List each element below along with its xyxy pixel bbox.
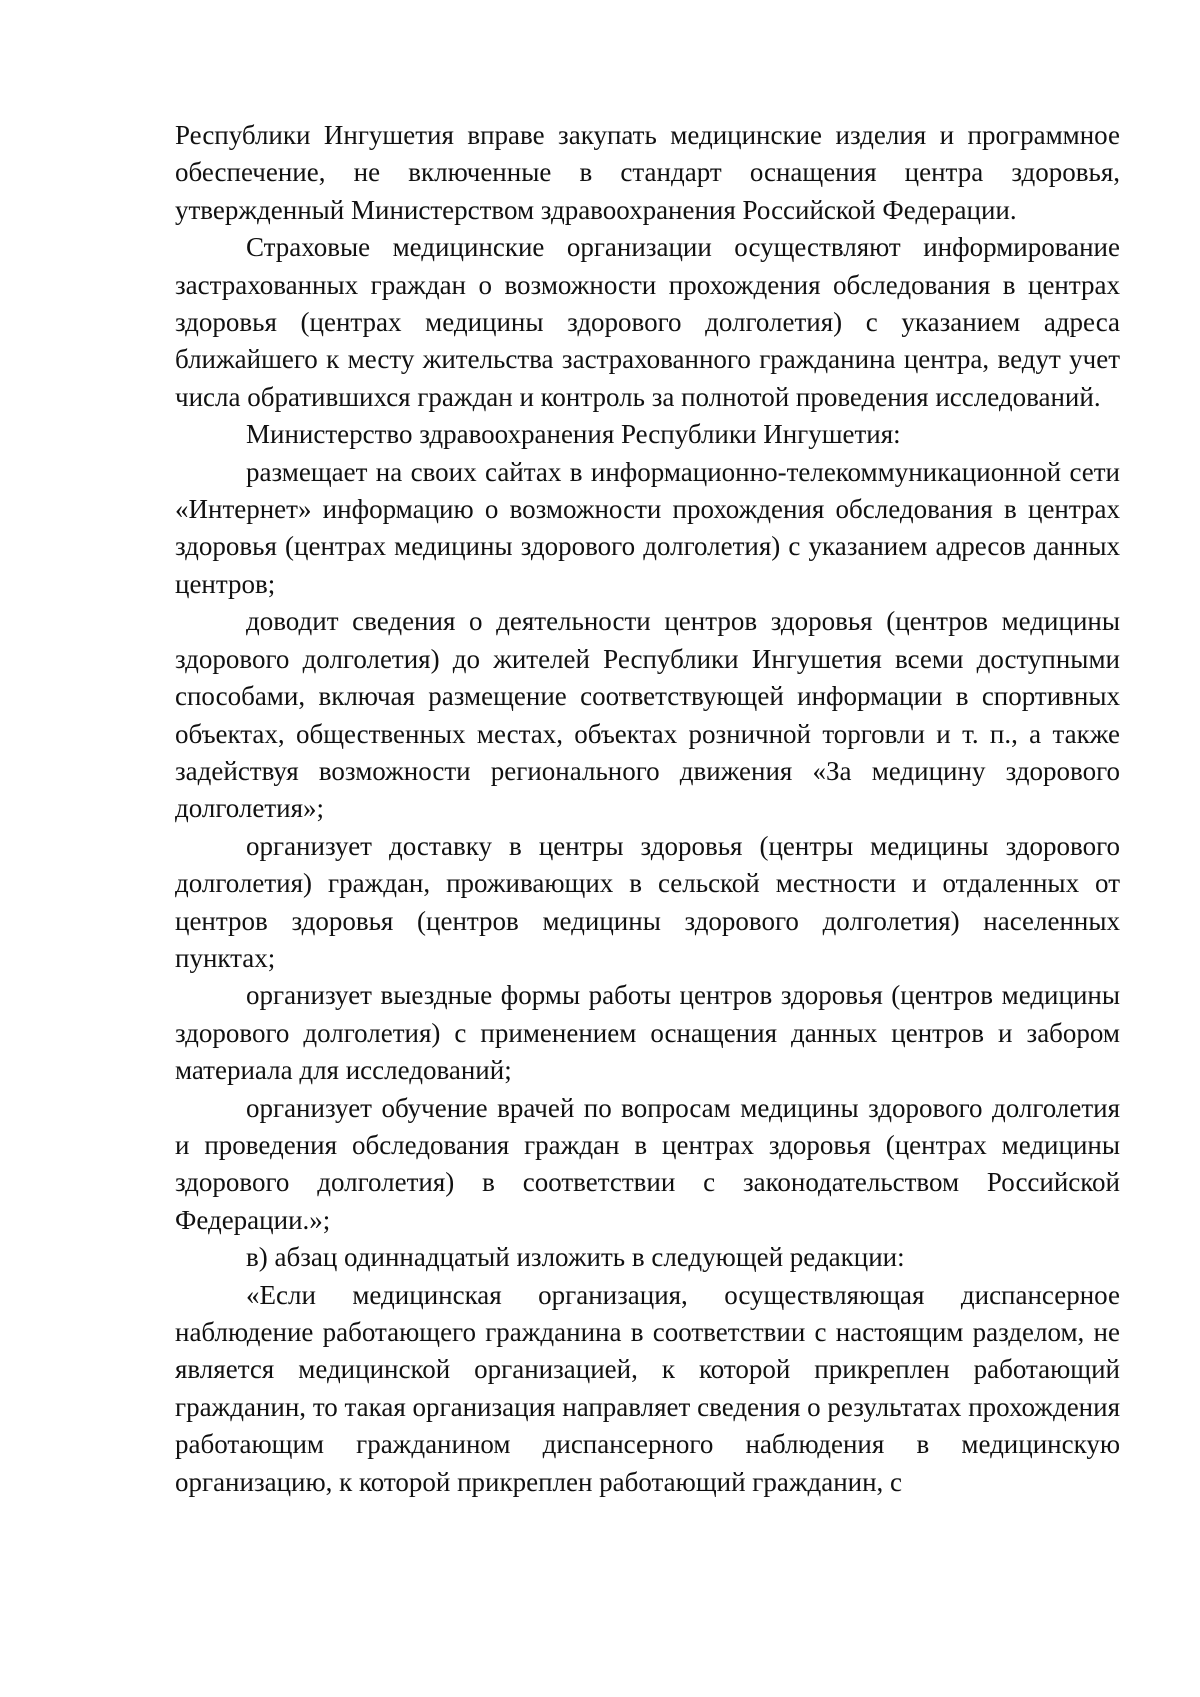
paragraph-public-informing: доводит сведения о деятельности центров здоровья (центров медицины здорового долголетия) до жителей Республики Ингушетия всеми доступными способами, включая размещение соответствующей информации в спортивных объектах, общественных местах, объектах розничной торговли и т. п., а также задействуя возможности регионального движения «За медицину здорового долголетия»;: [175, 606, 1120, 824]
paragraph-ministry-heading: Министерство здравоохранения Республики Ингушетия:: [246, 419, 901, 450]
document-text: [175, 117, 1120, 1501]
paragraph-dispensary-observation: «Если медицинская организация, осуществляющая диспансерное наблюдение работающего гражданина в соответствии с настоящим разделом, не является медицинской организацией, к которой прикреплен работающий гражданин, то такая организация направляет сведения о результатах прохождения работающим гражданином диспансерного наблюдения в медицинскую организацию, к которой прикреплен работающий гражданин, с: [175, 1279, 1120, 1497]
paragraph-mobile-work: организует выездные формы работы центров здоровья (центров медицины здорового долголетия) с применением оснащения данных центров и забором материала для исследований;: [175, 980, 1120, 1086]
paragraph-website-info: размещает на своих сайтах в информационно-телекоммуникационной сети «Интернет» информацию о возможности прохождения обследования в центрах здоровья (центрах медицины здорового долголетия) с указанием адресов данных центров;: [175, 456, 1120, 599]
paragraph-amendment-intro: в) абзац одиннадцатый изложить в следующей редакции:: [246, 1242, 905, 1273]
paragraph-insurance-informing: Страховые медицинские организации осуществляют информирование застрахованных граждан о возможности прохождения обследования в центрах здоровья (центрах медицины здорового долголетия) с указанием адреса ближайшего к месту жительства застрахованного гражданина центра, ведут учет числа обратившихся граждан и контроль за полнотой проведения исследований.: [175, 232, 1120, 412]
paragraph-training: организует обучение врачей по вопросам медицины здорового долголетия и проведения обследования граждан в центрах здоровья (центрах медицины здорового долголетия) в соответствии с законодательством Российской Федерации.»;: [175, 1092, 1120, 1235]
paragraph-continuation: Республики Ингушетия вправе закупать медицинские изделия и программное обеспечение, не включенные в стандарт оснащения центра здоровья, утвержденный Министерством здравоохранения Российской Федерации.: [175, 120, 1120, 225]
paragraph-delivery: организует доставку в центры здоровья (центры медицины здорового долголетия) граждан, проживающих в сельской местности и отдаленных от центров здоровья (центров медицины здорового долголетия) населенных пунктах;: [175, 830, 1120, 973]
